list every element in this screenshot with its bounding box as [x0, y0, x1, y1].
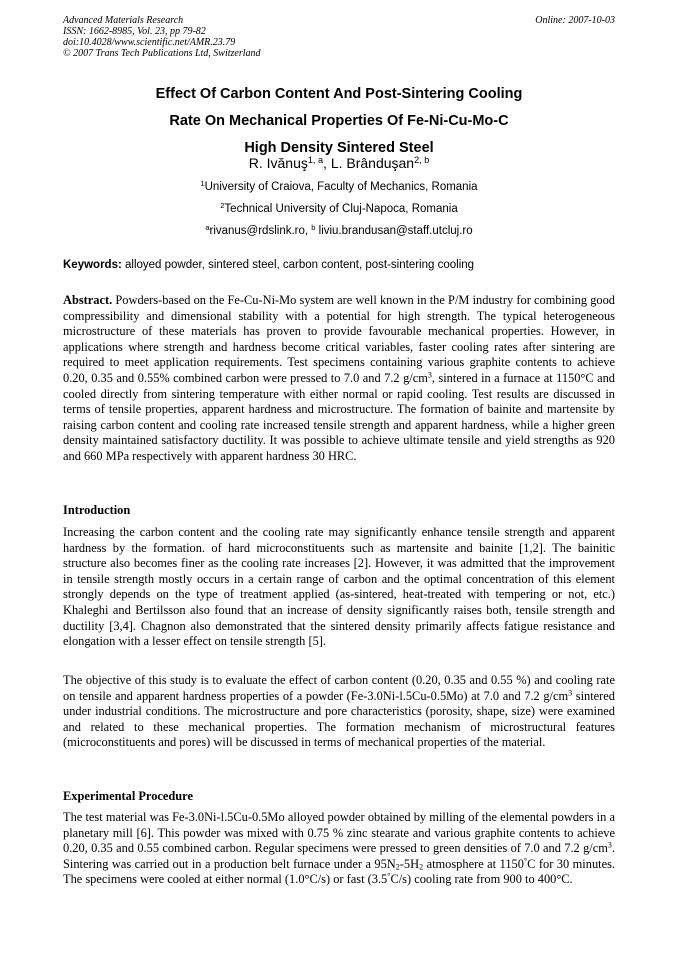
affiliation-2	[63, 202, 615, 216]
exp-sup-1: 3	[607, 840, 612, 850]
introduction-paragraph-1: Increasing the carbon content and the cooling rate may significantly enhance tensile strength and apparent hardness by the formation. of hard microconstituents such as martensite and bainite [1,2]. The bainitic structure also becomes finer as the cooling rate increases [2]. However, it was admitted that the improvement in tensile strength mostly occurs in a certain range of carbon and the optimal concentration of this element strongly depends on the type of treatment applied (as-sintered, heat-treated with tempering or not, etc.) Khaleghi and Bertilsson also found that an increase of density significantly raises both, tensile strength and ductility [3,4]. Chagnon also demonstrated that the sintered density primarily affects fatigue resistance and elongation with a lesser effect on tensile strength [5].	[63, 525, 615, 649]
exp-text-2: . Sintering was carried out in a production belt furnace under a 95N	[63, 841, 615, 871]
email-b-mark: b	[311, 222, 316, 232]
intro-p2-sup: 3	[568, 688, 573, 698]
exp-text-3: -5H	[399, 856, 420, 871]
experimental-heading: Experimental Procedure	[63, 789, 193, 803]
abstract-text-2: , sintered in a furnace at 1150°C and cooled directly from sintering temperature with either normal or rapid cooling. Test results are discussed in terms of tensile properties, apparent hardness and microstructure. The formation of bainite and martensite by raising carbon content and cooling rate increased tensile strength and apparent hardness, while a higher green density maintained satisfactory ductility. It was possible to achieve ultimate tensile and yield strengths as 920 and 660 MPa respectively with apparent hardness 30 HRC.	[63, 370, 615, 463]
title-line-3: High Density Sintered Steel	[244, 140, 434, 156]
abstract-sup-1: 3	[427, 370, 432, 380]
doi-line: doi:10.4028/www.scientific.net/AMR.23.79	[63, 37, 236, 48]
experimental-paragraph-1	[63, 810, 615, 888]
exp-sub-2: 2	[419, 862, 424, 872]
exp-text-5: C for 30 minutes. The specimens were cooled at either normal (1.0°C/s) or fast (3.5	[63, 856, 616, 887]
abstract-text-1: Powders-based on the Fe-Cu-Ni-Mo system are well known in the P/M industry for combining good compressibility and dimensional stability with a potential for high strength. The typical heterogeneous microstructure of these materials has proven to provide favourable mechanical properties. However, in applications where strength and hardness become critical variables, faster cooling rates after sintering are required to meet application requirements. Test specimens containing various graphite contents to achieve 0.20, 0.35 and 0.55% combined carbon were pressed to 7.0 and 7.2 g/cm	[63, 293, 615, 385]
exp-text-1: The test material was Fe-3.0Ni-l.5Cu-0.5Mo alloyed powder obtained by milling of the elemental powders in a planetary mill [6]. This powder was mixed with 0.75 % zinc stearate and various graphite contents to achieve 0.20, 0.35 and 0.55 combined carbon. Regular specimens were pressed to green densities of 7.0 and 7.2 g/cm	[63, 810, 615, 856]
author-separator: ,	[323, 155, 331, 171]
exp-sub-1: 2	[395, 862, 400, 872]
author-2: L. Brânduşan	[330, 155, 415, 171]
affiliation-1	[63, 180, 615, 194]
abstract-label: Abstract.	[63, 293, 113, 307]
title-line-1: Effect Of Carbon Content And Post-Sintering Cooling	[155, 86, 523, 102]
exp-text-6: C/s) cooling rate from 900 to 400°C.	[390, 872, 573, 887]
journal-name: Advanced Materials Research	[63, 15, 184, 26]
author-1: R. Ivănuş	[248, 155, 308, 171]
intro-p2-text-2: sintered under industrial conditions. The microstructure and pore characteristics (porosity, shape, size) were examined and related to these mechanical properties. The formation mechanism of microstructural features (microconstituents and pores) will be discussed in terms of mechanical properties of the material.	[63, 688, 615, 750]
exp-sup-3: °	[387, 871, 391, 881]
author-2-affil-mark: 2, b	[414, 155, 430, 165]
intro-p2-text-1: The objective of this study is to evaluate the effect of carbon content (0.20, 0.35 and 0.55 %) and cooling rate on tensile and apparent hardness properties of a powder (Fe-3.0Ni-l.5Cu-0.5Mo) at 7.0 and 7.2 g/cm	[63, 673, 615, 703]
author-emails	[63, 224, 615, 238]
paper-title	[63, 81, 615, 162]
introduction-paragraph-2	[63, 673, 615, 751]
exp-text-4: atmosphere at 1150	[423, 856, 524, 871]
affiliation-1-mark: 1	[200, 178, 205, 188]
exp-sup-2: °	[523, 856, 528, 866]
affiliation-2-mark: 2	[220, 200, 225, 210]
keywords-text: alloyed powder, sintered steel, carbon content, post-sintering cooling	[121, 259, 475, 271]
issn-line: ISSN: 1662-8985, Vol. 23, pp 79-82	[63, 26, 206, 37]
affiliation-2-text: Technical University of Cluj-Napoca, Romania	[224, 203, 458, 215]
journal-header	[63, 15, 615, 59]
online-date: Online: 2007-10-03	[535, 15, 615, 26]
copyright-line: © 2007 Trans Tech Publications Ltd, Switzerland	[63, 48, 261, 59]
author-list	[63, 154, 615, 172]
email-a-mark: a	[205, 222, 210, 232]
email-b: liviu.brandusan@staff.utcluj.ro	[315, 225, 473, 237]
keywords-label: Keywords:	[63, 259, 122, 271]
keywords	[63, 258, 615, 272]
introduction-heading: Introduction	[63, 503, 131, 517]
affiliation-1-text: University of Craiova, Faculty of Mechanics, Romania	[204, 181, 478, 193]
author-1-affil-mark: 1, a	[307, 155, 324, 165]
title-line-2: Rate On Mechanical Properties Of Fe-Ni-Cu-Mo-C	[169, 113, 509, 129]
email-a: rivanus@rdslink.ro,	[209, 225, 312, 237]
abstract	[63, 293, 615, 465]
